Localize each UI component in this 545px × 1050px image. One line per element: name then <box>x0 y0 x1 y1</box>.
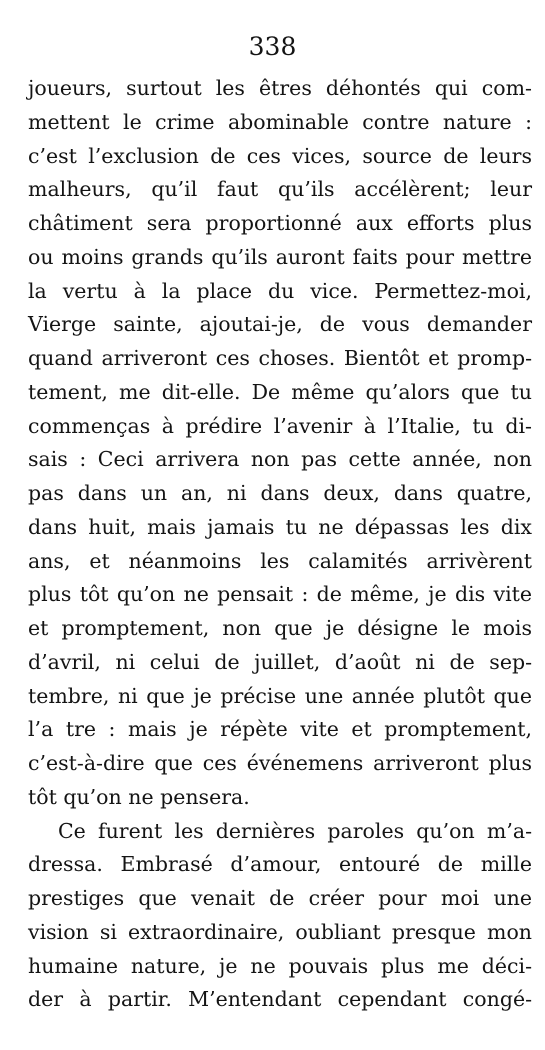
text-line: prestiges que venait de créer pour moi une <box>28 886 532 910</box>
text-line: quand arriveront ces choses. Bientôt et promp- <box>28 346 532 370</box>
text-line: l’a tre : mais je répète vite et promptement, <box>28 717 532 742</box>
body-text <box>28 72 532 1017</box>
text-line: c’est-à-dire que ces événemens arriveront plus <box>28 751 532 775</box>
paragraph-2 <box>28 815 532 1018</box>
text-line: malheurs, qu’il faut qu’ils accélèrent; leur <box>28 177 532 202</box>
text-line: ou moins grands qu’ils auront faits pour mettre <box>28 244 532 269</box>
text-line: humaine nature, je ne pouvais plus me déci- <box>28 953 532 978</box>
text-line: et promptement, non que je désigne le mois <box>28 616 532 640</box>
text-line: c’est l’exclusion de ces vices, source de leurs <box>28 143 532 168</box>
text-line: tement, me dit-elle. De même qu’alors que tu <box>28 379 532 404</box>
text-line: châtiment sera proportionné aux efforts plus <box>28 211 532 235</box>
text-line: Ce furent les dernières paroles qu’on m’a- <box>58 818 532 843</box>
text-line: tembre, ni que je précise une année plutôt que <box>28 683 532 708</box>
text-line: ans, et néanmoins les calamités arrivèrent <box>28 548 532 573</box>
paragraph-1 <box>28 72 532 815</box>
page-number: 338 <box>248 32 297 61</box>
text-line: dressa. Embrasé d’amour, entouré de mille <box>28 852 532 877</box>
text-line: dans huit, mais jamais tu ne dépassas les dix <box>28 514 532 539</box>
text-line: la vertu à la place du vice. Permettez-moi, <box>28 278 532 303</box>
text-line: tôt qu’on ne pensera. <box>28 784 250 809</box>
text-line: plus tôt qu’on ne pensait : de même, je dis vite <box>28 582 532 607</box>
text-line: commenças à prédire l’avenir à l’Italie, tu di- <box>28 413 532 438</box>
text-line: mettent le crime abominable contre nature : <box>28 109 532 134</box>
text-line: d’avril, ni celui de juillet, d’août ni de sep- <box>28 649 532 674</box>
text-line: sais : Ceci arrivera non pas cette année, non <box>28 447 532 472</box>
text-line: joueurs, surtout les êtres déhontés qui com- <box>28 76 532 100</box>
text-line: Vierge sainte, ajoutai-je, de vous demander <box>28 312 532 337</box>
text-line: vision si extraordinaire, oubliant presque mon <box>28 919 532 944</box>
text-line: der à partir. M’entendant cependant congé- <box>28 987 532 1012</box>
text-line: pas dans un an, ni dans deux, dans quatre, <box>28 481 532 505</box>
